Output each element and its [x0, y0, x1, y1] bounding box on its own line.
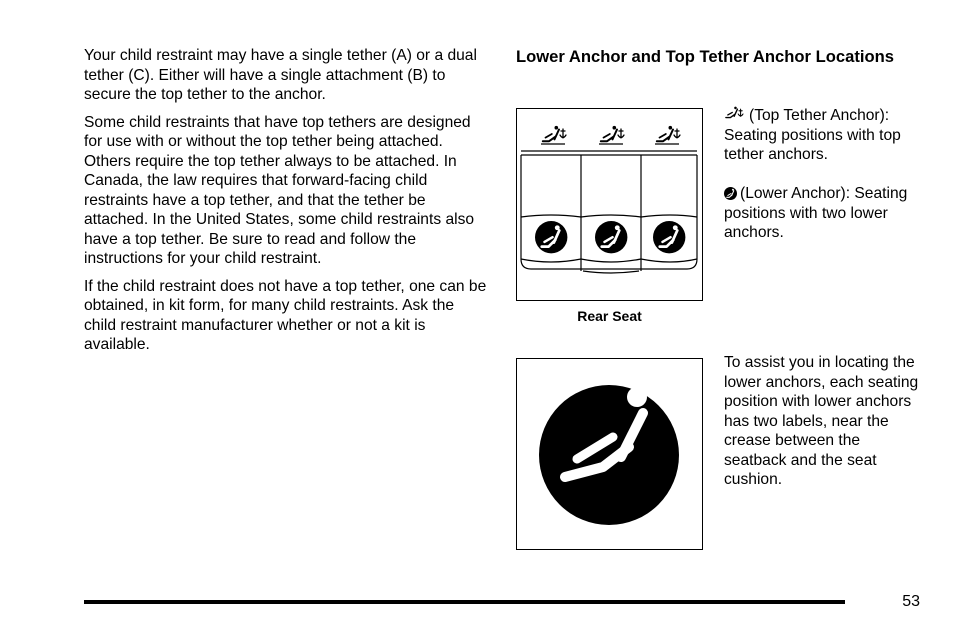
lower-anchor-icon: [724, 187, 737, 200]
section-heading: Lower Anchor and Top Tether Anchor Locations: [516, 47, 894, 66]
paragraph-tether-types: Your child restraint may have a single tether (A) or a dual tether (C). Either will have a single attachment (B) to secure the top tether to the anchor.: [84, 47, 477, 103]
legend-lower-anchor-text: (Lower Anchor): Seating positions with two lower anchors.: [724, 185, 908, 241]
lower-anchor-label-icon: [517, 359, 701, 548]
left-column: [84, 46, 488, 363]
assist-paragraph: [724, 353, 924, 490]
lower-anchor-label-figure: [516, 358, 703, 550]
lower-anchor-icon: [653, 221, 685, 253]
page-number: 53: [902, 593, 920, 610]
top-tether-anchor-icon: [599, 126, 624, 144]
top-tether-anchor-icon: [541, 126, 566, 144]
lower-anchor-icon: [595, 221, 627, 253]
paragraph-top-tether-law: Some child restraints that have top tethers are designed for use with or without the top tether being attached. Others require the top tether always to be attached. In Canada, the law requires that forward-facing child restraints have a top tether, and that the tether be attached. In the United States, some child restraints also have a top tether. Be sure to read and follow the instructions for your child restraint.: [84, 113, 475, 267]
assist-text: To assist you in locating the lower anchors, each seating position with lower anchors has two labels, near the crease between the seatback and the seat cushion.: [724, 354, 919, 488]
top-tether-anchor-icon: [655, 126, 680, 144]
top-tether-anchor-icon: [724, 106, 746, 122]
rear-seat-outline: [521, 151, 697, 273]
lower-anchor-icon: [535, 221, 567, 253]
figure-caption: Rear Seat: [577, 308, 642, 324]
legend-top-tether-text: (Top Tether Anchor): Seating positions with top tether anchors.: [724, 107, 901, 163]
legend-top-tether: [724, 106, 924, 165]
paragraph-kit-availability: If the child restraint does not have a top tether, one can be obtained, in kit form, for many child restraints. Ask the child restraint manufacturer whether or not a kit is available.: [84, 277, 487, 353]
footer-rule: [84, 600, 845, 604]
legend-lower-anchor: [724, 184, 924, 243]
rear-seat-diagram: [517, 109, 701, 299]
rear-seat-figure: [516, 108, 703, 301]
